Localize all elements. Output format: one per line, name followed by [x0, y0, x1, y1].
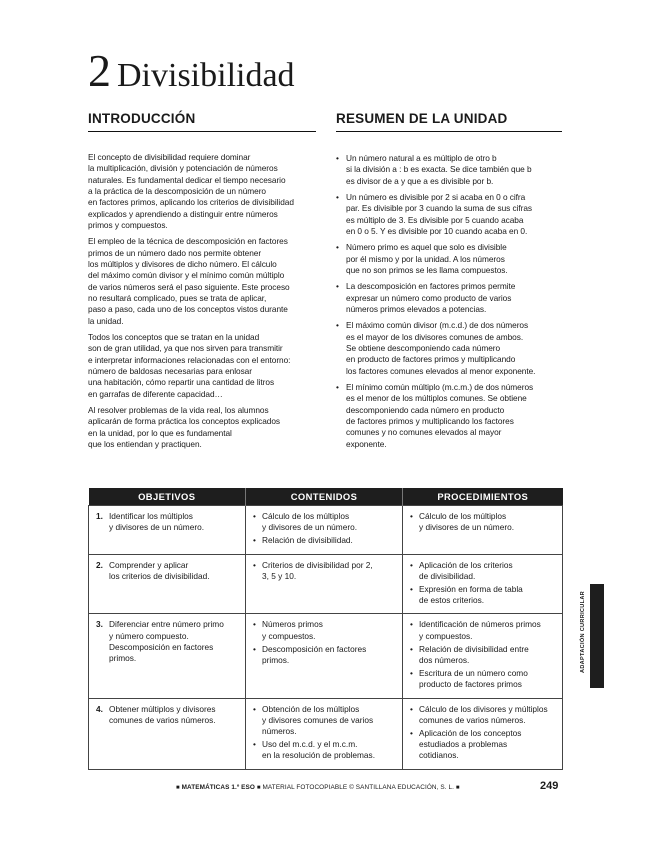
- chapter-number: 2: [88, 45, 111, 96]
- footer: [176, 784, 460, 791]
- introduction-section: [88, 112, 316, 455]
- square-bullet-icon: ■: [256, 785, 261, 791]
- objective-number: 2.: [96, 559, 103, 570]
- table-row: [89, 506, 563, 555]
- contents-cell: [246, 614, 403, 698]
- objective-text: Obtener múltiplos y divisores comunes de varios números.: [109, 703, 216, 725]
- objective-cell: [89, 506, 246, 555]
- summary-item: • El mínimo común múltiplo (m.c.m.) de dos números es el menor de los múltiplos comunes. Se obtiene descomponiendo cada número en producto de factores primos y multiplicando los factores comunes y no comunes elevados al mayor exponente.: [336, 382, 562, 450]
- objective-number: 4.: [96, 703, 103, 714]
- objective-text: Comprender y aplicar los criterios de divisibilidad.: [109, 559, 210, 581]
- summary-item: • La descomposición en factores primos permite expresar un número como producto de varios números primos elevados a potencias.: [336, 281, 562, 315]
- procedures-cell: [403, 698, 563, 769]
- table-row: [89, 554, 563, 614]
- table-row: [89, 614, 563, 698]
- header-objectives: OBJETIVOS: [89, 488, 246, 506]
- objective-cell: [89, 698, 246, 769]
- summary-item: • Un número natural a es múltiplo de otro b si la división a : b es exacta. Se dice también que b es divisor de a y que a es divisible por b.: [336, 153, 562, 187]
- summary-item: • El máximo común divisor (m.c.d.) de dos números es el mayor de los divisores comunes de ambos. Se obtiene descomponiendo cada número en producto de factores primos y multiplicando los factores comunes elevados al menor exponente.: [336, 320, 562, 377]
- table-row: [89, 698, 563, 769]
- footer-copyright: MATERIAL FOTOCOPIABLE © SANTILLANA EDUCACIÓN, S. L.: [262, 784, 455, 791]
- curriculum-table: [88, 488, 563, 770]
- side-label-text: ADAPTACIÓN CURRICULAR: [580, 590, 586, 674]
- summary-item: • Un número es divisible por 2 si acaba en 0 o cifra par. Es divisible por 3 cuando la suma de sus cifras es múltiplo de 3. Es divisible por 5 cuando acaba en 0 o 5. Y es divisible por 10 cuando acaba en 0.: [336, 192, 562, 237]
- introduction-heading: INTRODUCCIÓN: [88, 112, 316, 132]
- content-item: • Descomposición en factores primos.: [253, 644, 396, 666]
- chapter-name: Divisibilidad: [117, 57, 295, 94]
- summary-item: • Número primo es aquel que solo es divisible por él mismo y por la unidad. A los números que no son primos se les llama compuestos.: [336, 242, 562, 276]
- procedures-cell: [403, 614, 563, 698]
- intro-paragraph: Al resolver problemas de la vida real, los alumnos aplicarán de forma práctica los conceptos explicados en la unidad, por lo que es fundamental que los entiendan y practiquen.: [88, 405, 281, 450]
- content-item: • Obtención de los múltiplos y divisores comunes de varios números.: [253, 704, 396, 738]
- summary-section: [336, 112, 562, 455]
- page-number: 249: [540, 780, 559, 792]
- objective-number: 1.: [96, 511, 103, 521]
- procedure-item: • Relación de divisibilidad entre dos números.: [410, 644, 556, 666]
- introduction-text: [88, 152, 316, 451]
- table-header-row: [89, 488, 563, 506]
- procedures-cell: [403, 554, 563, 614]
- chapter-title: [88, 45, 295, 96]
- intro-paragraph: El concepto de divisibilidad requiere dominar la multiplicación, división y potenciación de números naturales. Es fundamental dedicar el tiempo necesario a la práctica de la descomposición de un número en factores primos, aplicando los criterios de divisibilidad explicados y aprendiendo a distinguir entre números primos y compuestos.: [88, 151, 294, 230]
- content-item: • Números primos y compuestos.: [253, 619, 396, 641]
- procedure-item: • Cálculo de los divisores y múltiplos comunes de varios números.: [410, 704, 556, 726]
- objective-cell: [89, 554, 246, 614]
- objective-number: 3.: [96, 619, 103, 630]
- procedure-item: • Identificación de números primos y compuestos.: [410, 619, 556, 641]
- procedure-item: • Cálculo de los múltiplos y divisores de un número.: [410, 511, 556, 533]
- content-item: • Uso del m.c.d. y el m.c.m. en la resolución de problemas.: [253, 739, 396, 761]
- procedure-item: • Expresión en forma de tabla de estos criterios.: [410, 584, 556, 606]
- header-contents: CONTENIDOS: [246, 488, 403, 506]
- content-item: • Relación de divisibilidad.: [253, 535, 396, 546]
- side-tab-marker: [590, 584, 604, 688]
- footer-subject: MATEMÁTICAS 1.º ESO: [181, 784, 255, 791]
- contents-cell: [246, 506, 403, 555]
- square-bullet-icon: ■: [176, 785, 180, 791]
- summary-list: [336, 153, 562, 450]
- procedure-item: • Aplicación de los criterios de divisibilidad.: [410, 560, 556, 582]
- header-procedures: PROCEDIMIENTOS: [403, 488, 563, 506]
- objective-text: Diferenciar entre número primo y número compuesto. Descomposición en factores primos.: [109, 619, 224, 664]
- procedure-item: • Escritura de un número como producto de factores primos: [410, 668, 556, 690]
- summary-heading: RESUMEN DE LA UNIDAD: [336, 112, 562, 132]
- square-bullet-icon: ■: [455, 785, 460, 791]
- intro-paragraph: El empleo de la técnica de descomposición en factores primos de un número dado nos permite obtener los múltiplos y divisores de dicho número. El cálculo del máximo común divisor y el mínimo común múltiplo de varios números será el paso siguiente. Este proceso no resultará complicado, pues se trata de aplicar, paso a paso, cada uno de los conceptos vistos durante la unidad.: [88, 236, 290, 326]
- side-label: [578, 580, 588, 684]
- contents-cell: [246, 698, 403, 769]
- content-item: • Cálculo de los múltiplos y divisores de un número.: [253, 511, 396, 533]
- contents-cell: [246, 554, 403, 614]
- objective-cell: [89, 614, 246, 698]
- procedures-cell: [403, 506, 563, 555]
- content-item: • Criterios de divisibilidad por 2, 3, 5 y 10.: [253, 560, 396, 582]
- objective-text: Identificar los múltiplos y divisores de un número.: [109, 511, 205, 533]
- procedure-item: • Aplicación de los conceptos estudiados a problemas cotidianos.: [410, 728, 556, 762]
- intro-paragraph: Todos los conceptos que se tratan en la unidad son de gran utilidad, ya que nos sirven para transmitir e interpretar informaciones relacionadas con el entorno: número de baldosas necesarias para enlosar una habitación, cómo repartir una cantidad de litros en garrafas de diferente capacidad…: [88, 332, 291, 399]
